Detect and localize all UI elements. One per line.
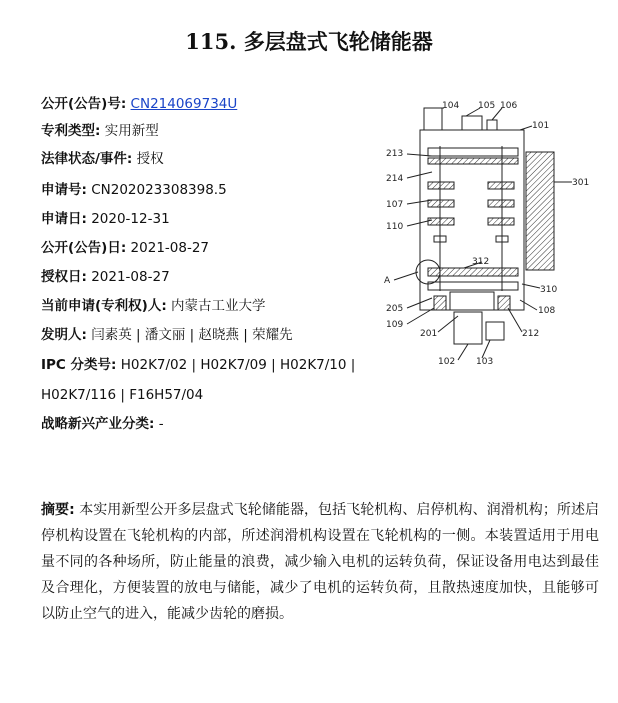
label-108: 108 [538,306,556,316]
field-ipc [41,355,355,375]
label-a: A [384,276,391,286]
label-102: 102 [438,357,456,367]
label-201: 201 [420,329,438,339]
field-app-no [41,180,227,200]
bottom-box-102 [454,312,482,344]
field-value: 2021-08-27 [91,269,170,285]
flywheel-disc [428,182,454,189]
field-value: 内蒙古工业大学 [171,298,266,314]
pub-no-link[interactable]: CN214069734U [130,96,238,112]
field-status [41,149,164,169]
drawing-svg [372,96,602,376]
field-label: 公开(公告)日: [41,240,127,256]
field-label: 战略新兴产业分类: [41,416,155,432]
field-app-date [41,209,170,229]
bottom-box-103 [486,322,504,340]
label-109: 109 [386,320,404,330]
field-label: 当前申请(专利权)人: [41,298,167,314]
label-205: 205 [386,304,404,314]
field-label: 公开(公告)号: [41,96,127,112]
page-title: 115. 多层盘式飞轮储能器 [185,29,433,54]
field-inventors [41,325,293,345]
field-value: H02K7/02 | H02K7/09 | H02K7/10 | [120,357,356,373]
field-value: CN202023308398.5 [91,182,227,198]
side-panel-301 [526,152,554,270]
field-pub-date [41,238,209,258]
label-103: 103 [476,357,494,367]
label-104: 104 [442,101,460,111]
top-box-104 [424,108,442,130]
field-label: 申请号: [41,182,87,198]
label-213: 213 [386,149,404,159]
field-pub-no [41,94,237,114]
top-box-106 [487,120,497,130]
field-label: 授权日: [41,269,87,285]
label-110: 110 [386,222,404,232]
field-value: 2020-12-31 [91,211,170,227]
field-value: - [158,416,164,432]
field-type [41,121,159,141]
label-107: 107 [386,200,404,210]
field-value: 实用新型 [104,123,159,139]
field-ipc-cont [41,385,203,405]
top-box-105 [462,116,482,130]
field-value: 授权 [136,151,164,167]
label-214: 214 [386,174,404,184]
field-strategic [41,414,164,434]
label-312: 312 [472,257,490,267]
abstract-label: 摘要: [41,502,75,518]
abstract-text: 本实用新型公开多层盘式飞轮储能器，包括飞轮机构、启停机构、润滑机构；所述启停机构设置在飞轮机构的内部，所述润滑机构设置在飞轮机构的一侧。本装置适用于用电量不同的各种场所，防止能量的浪费，减少输入电机的运转负荷，保证设备用电达到最佳及合理化，方便装置的放电与储能，减少了电机的运转负荷，且散热速度加快，且能够可以防止空气的进入，能减少齿轮的磨损。 [41,502,599,622]
patent-drawing [372,96,602,376]
field-label: IPC 分类号: [41,357,117,373]
abstract [41,497,599,627]
field-value: H02K7/116 | F16H57/04 [41,387,204,403]
field-applicant [41,296,266,316]
field-label: 法律状态/事件: [41,151,133,167]
field-label: 申请日: [41,211,87,227]
label-106: 106 [500,101,518,111]
field-grant-date [41,267,170,287]
label-101: 101 [532,121,550,131]
field-label: 发明人: [41,327,87,343]
field-value: 2021-08-27 [130,240,210,256]
field-label: 专利类型: [41,123,101,139]
label-212: 212 [522,329,540,339]
label-310: 310 [540,285,558,295]
field-value: 闫素英 | 潘文丽 | 赵晓燕 | 荣耀先 [91,327,293,343]
label-105: 105 [478,101,496,111]
label-301: 301 [572,178,590,188]
